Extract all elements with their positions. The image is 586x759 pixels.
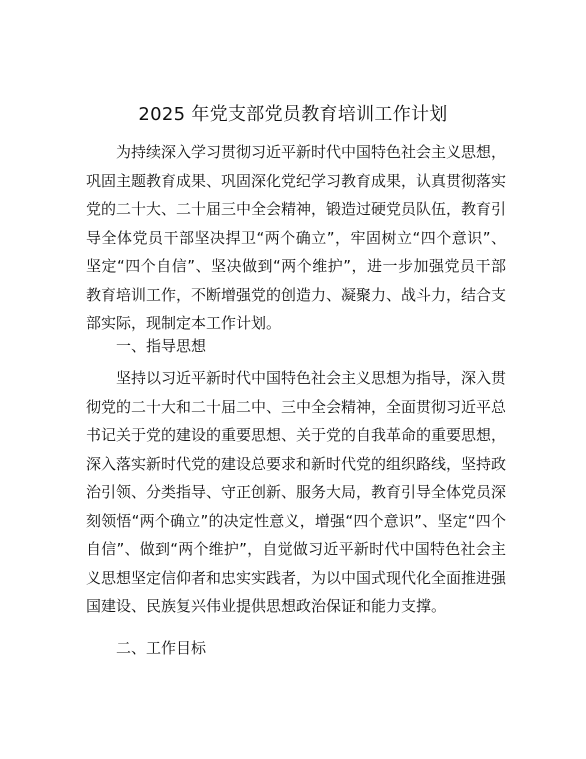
intro-paragraph: 为持续深入学习贯彻习近平新时代中国特色社会主义思想，巩固主题教育成果、巩固深化党纪学习教育成果，认真贯彻落实党的二十大、二十届三中全会精神，锻造过硬党员队伍，教育引导全体党员干部坚决捍卫“两个确立”，牢固树立“四个意识”、坚定“四个自信”、坚决做到“两个维护”，进一步加强党员干部教育培训工作，不断增强党的创造力、凝聚力、战斗力，结合支部实际，现制定本工作计划。 (86, 143, 507, 332)
section-heading-work-goals: 二、工作目标 (116, 639, 207, 657)
document-title: 2025 年党支部党员教育培训工作计划 (138, 104, 448, 125)
guiding-ideology-paragraph: 坚持以习近平新时代中国特色社会主义思想为指导，深入贯彻党的二十大和二十届二中、三中全会精神，全面贯彻习近平总书记关于党的建设的重要思想、关于党的自我革命的重要思想，深入落实新时代党的建设总要求和新时代党的组织路线，坚持政治引领、分类指导、守正创新、服务大局，教育引导全体党员深刻领悟“两个确立”的决定性意义，增强“四个意识”、坚定“四个自信”、做到“两个维护”，自觉做习近平新时代中国特色社会主义思想坚定信仰者和忠实实践者，为以中国式现代化全面推进强国建设、民族复兴伟业提供思想政治保证和能力支撑。 (86, 369, 507, 615)
section-heading-guiding-ideology: 一、指导思想 (116, 337, 207, 355)
